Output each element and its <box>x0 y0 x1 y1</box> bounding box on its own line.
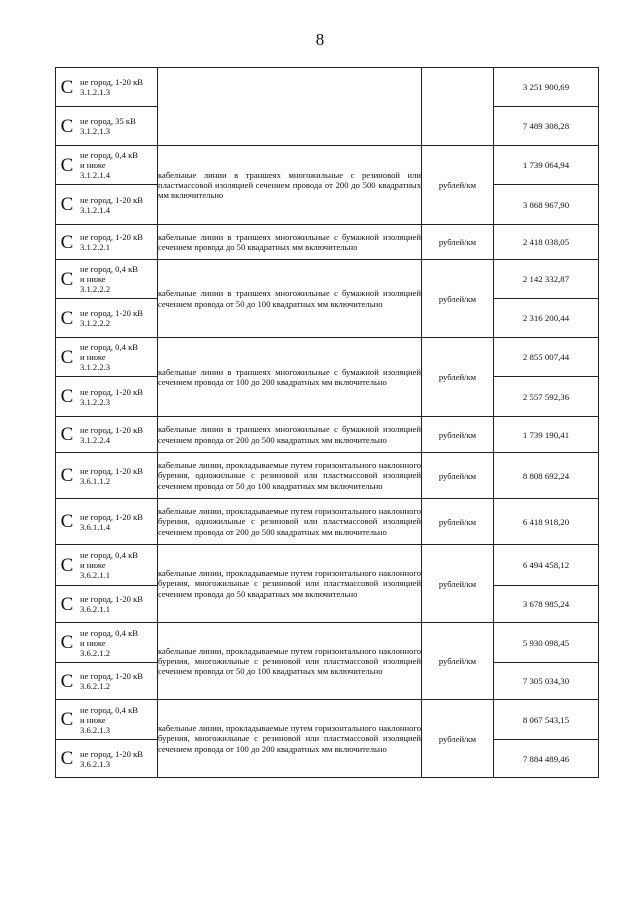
area-label: не город, 0,4 кВ <box>80 342 138 352</box>
unit-cell: рублей/км <box>422 623 494 700</box>
code-cell <box>56 623 158 663</box>
category-symbol: С <box>60 424 74 445</box>
category-symbol: С <box>60 76 74 98</box>
code-cell <box>56 453 158 499</box>
area-label: не город, 1-20 кВ <box>80 748 143 759</box>
description-cell: кабельные линии в траншеях многожильные с бумажной изоляцией сечением провода от 200 до 500 квадратных мм включительно <box>158 417 422 453</box>
item-code: 3.1.2.1.3 <box>80 126 111 136</box>
description-cell-empty <box>158 68 422 146</box>
category-symbol: С <box>60 231 74 253</box>
price-value: 7 305 034,30 <box>494 663 599 700</box>
description-cell: кабельные линии, прокладываемые путем горизонтального наклонного бурения, многожильные с резиновой или пластмассовой изоляцией сечением провода от 50 до 100 квадратных мм включительно <box>158 623 422 700</box>
item-code: 3.1.2.1.4 <box>80 170 111 180</box>
table-row <box>56 700 599 740</box>
category-symbol: С <box>60 268 74 290</box>
area-label: не город, 1-20 кВ <box>80 511 143 522</box>
code-cell <box>56 107 158 146</box>
unit-cell: рублей/км <box>422 260 494 338</box>
code-cell <box>56 185 158 225</box>
code-cell <box>56 740 158 778</box>
table-row <box>56 545 599 586</box>
area-label-2: и ниже <box>80 274 106 284</box>
area-label-2: и ниже <box>80 560 106 570</box>
item-code: 3.1.2.2.2 <box>80 284 111 294</box>
table-row <box>56 146 599 185</box>
item-code: 3.6.2.1.2 <box>80 681 111 691</box>
area-label: не город, 0,4 кВ <box>80 150 138 160</box>
code-cell <box>56 260 158 299</box>
price-value: 2 142 332,87 <box>494 260 599 299</box>
description-cell: кабельные линии в траншеях многожильные с бумажной изоляцией сечением провода до 50 квадратных мм включительно <box>158 225 422 260</box>
price-value: 2 418 038,05 <box>494 225 599 260</box>
price-value: 5 930 098,45 <box>494 623 599 663</box>
unit-cell: рублей/км <box>422 700 494 778</box>
code-cell <box>56 146 158 185</box>
category-symbol: С <box>60 386 74 407</box>
code-cell <box>56 700 158 740</box>
category-symbol: С <box>60 670 74 692</box>
description-cell: кабельные линии, прокладываемые путем горизонтального наклонного бурения, одножильные с резиновой или пластмассовой изоляцией сечением провода от 200 до 500 квадратных мм включительно <box>158 499 422 545</box>
category-symbol: С <box>60 115 74 137</box>
price-value: 2 316 200,44 <box>494 299 599 338</box>
page-number: 8 <box>315 30 325 49</box>
price-value: 8 067 543,15 <box>494 700 599 740</box>
area-label: не город, 0,4 кВ <box>80 704 138 715</box>
area-label-2: и ниже <box>80 160 106 170</box>
code-cell <box>56 225 158 260</box>
price-value: 2 855 007,44 <box>494 338 599 377</box>
item-code: 3.1.2.2.3 <box>80 362 111 372</box>
unit-cell: рублей/км <box>422 499 494 545</box>
table-row <box>56 225 599 260</box>
category-symbol: С <box>60 748 74 769</box>
code-cell <box>56 68 158 107</box>
code-cell <box>56 417 158 453</box>
price-value: 3 868 967,90 <box>494 185 599 225</box>
category-symbol: С <box>60 554 74 576</box>
item-code: 3.6.1.1.2 <box>80 475 111 486</box>
item-code: 3.6.2.1.3 <box>80 724 111 735</box>
price-value: 7 489 308,28 <box>494 107 599 146</box>
area-label-2: и ниже <box>80 352 106 362</box>
price-value: 8 808 692,24 <box>494 453 599 499</box>
description-cell: кабельные линии в траншеях многожильные с резиновой или пластмассовой изоляцией сечением провода от 200 до 500 квадратных мм включительно <box>158 146 422 225</box>
price-value: 7 884 489,46 <box>494 740 599 778</box>
item-code: 3.6.2.1.1 <box>80 570 111 580</box>
area-label-2: и ниже <box>80 714 106 725</box>
price-value: 6 494 458,12 <box>494 545 599 586</box>
area-label: не город, 35 кВ <box>80 116 136 126</box>
area-label: не город, 0,4 кВ <box>80 264 138 274</box>
item-code: 3.6.2.1.1 <box>80 604 111 614</box>
area-label-2: и ниже <box>80 637 106 648</box>
item-code: 3.1.2.1.3 <box>80 87 111 97</box>
area-label: не город, 1-20 кВ <box>80 465 143 476</box>
category-symbol: С <box>60 154 74 176</box>
description-cell: кабельные линии, прокладываемые путем горизонтального наклонного бурения, одножильные с резиновой или пластмассовой изоляцией сечением провода от 50 до 100 квадратных мм включительно <box>158 453 422 499</box>
price-value: 1 739 064,94 <box>494 146 599 185</box>
table-row <box>56 499 599 545</box>
table-row <box>56 623 599 663</box>
price-value: 1 739 190,41 <box>494 417 599 453</box>
item-code: 3.1.2.1.4 <box>80 204 111 215</box>
table-row <box>56 68 599 107</box>
category-symbol: С <box>60 632 74 653</box>
item-code: 3.6.2.1.2 <box>80 647 111 658</box>
category-symbol: С <box>60 511 74 532</box>
unit-cell: рублей/км <box>422 338 494 417</box>
code-cell <box>56 338 158 377</box>
category-symbol: С <box>60 346 74 368</box>
unit-cell-empty <box>422 68 494 146</box>
price-value: 3 678 985,24 <box>494 586 599 623</box>
description-cell: кабельные линии, прокладываемые путем горизонтального наклонного бурения, многожильные с резиновой или пластмассовой изоляцией сечением провода от 100 до 200 квадратных мм включительно <box>158 700 422 778</box>
area-label: не город, 1-20 кВ <box>80 594 143 604</box>
table-row <box>56 453 599 499</box>
area-label: не город, 0,4 кВ <box>80 550 138 560</box>
unit-cell: рублей/км <box>422 417 494 453</box>
code-cell <box>56 299 158 338</box>
item-code: 3.1.2.2.3 <box>80 396 111 407</box>
price-value: 3 251 900,69 <box>494 68 599 107</box>
area-label: не город, 1-20 кВ <box>80 308 143 318</box>
item-code: 3.6.1.1.4 <box>80 521 111 532</box>
description-cell: кабельные линии в траншеях многожильные с бумажной изоляцией сечением провода от 100 до 200 квадратных мм включительно <box>158 338 422 417</box>
code-cell <box>56 377 158 417</box>
item-code: 3.6.2.1.3 <box>80 758 111 769</box>
table-row <box>56 260 599 299</box>
rates-table <box>55 67 599 778</box>
table-row <box>56 338 599 377</box>
price-value: 2 557 592,36 <box>494 377 599 417</box>
item-code: 3.1.2.2.1 <box>80 242 111 252</box>
item-code: 3.1.2.2.2 <box>80 318 111 328</box>
category-symbol: С <box>60 465 74 486</box>
table-row <box>56 417 599 453</box>
category-symbol: С <box>60 709 74 730</box>
code-cell <box>56 586 158 623</box>
area-label: не город, 1-20 кВ <box>80 194 143 205</box>
item-code: 3.1.2.2.4 <box>80 434 111 445</box>
area-label: не город, 1-20 кВ <box>80 386 143 397</box>
unit-cell: рублей/км <box>422 225 494 260</box>
description-cell: кабельные линии в траншеях многожильные с бумажной изоляцией сечением провода от 50 до 100 квадратных мм включительно <box>158 260 422 338</box>
area-label: не город, 1-20 кВ <box>80 232 143 242</box>
unit-cell: рублей/км <box>422 146 494 225</box>
area-label: не город, 1-20 кВ <box>80 424 143 435</box>
category-symbol: С <box>60 307 74 329</box>
category-symbol: С <box>60 194 74 215</box>
area-label: не город, 1-20 кВ <box>80 77 143 87</box>
description-cell: кабельные линии, прокладываемые путем горизонтального наклонного бурения, многожильные с резиновой или пластмассовой изоляцией сечением провода до 50 квадратных мм включительно <box>158 545 422 623</box>
code-cell <box>56 663 158 700</box>
price-value: 6 418 918,20 <box>494 499 599 545</box>
code-cell <box>56 545 158 586</box>
category-symbol: С <box>60 593 74 615</box>
code-cell <box>56 499 158 545</box>
unit-cell: рублей/км <box>422 453 494 499</box>
area-label: не город, 1-20 кВ <box>80 671 143 681</box>
area-label: не город, 0,4 кВ <box>80 627 138 638</box>
unit-cell: рублей/км <box>422 545 494 623</box>
